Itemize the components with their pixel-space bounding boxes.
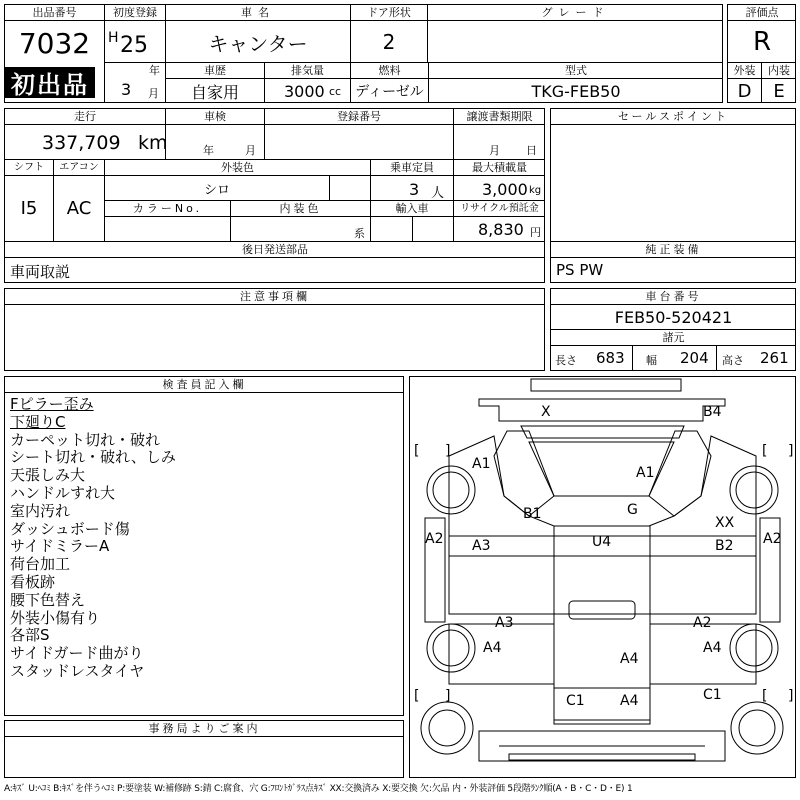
car-name-header: 車名 [241,6,275,19]
dimensions-header: 諸元 [662,331,685,344]
car-name: キャンター [208,31,308,56]
mark-a4-center: A4 [620,651,639,667]
mark-a4-right: A4 [703,640,722,656]
capacity-unit: 人 [431,186,445,201]
inspection-month-unit: 月 [245,144,256,157]
truck-outline [409,376,796,778]
first-reg-era: H [108,30,119,46]
later-parts-header: 後日発送部品 [242,243,308,256]
mark-b4: B4 [703,404,722,420]
month-unit: 月 [148,87,159,100]
aircon-header: エアコン [59,162,99,173]
grade-header: グレード [541,6,610,19]
color-no-header: カラーNo. [132,202,203,215]
transfer-doc-header: 譲渡書類期限 [466,110,533,123]
inspector-notes-list [10,396,176,681]
height-value: 261 [760,349,789,367]
length-value: 683 [596,349,625,367]
width-value: 204 [680,349,709,367]
lot-number: 7032 [18,26,91,60]
bracket-close-top-left: ] [445,443,451,459]
max-load-header: 最大積載量 [472,161,527,174]
mark-a1-center: A1 [636,465,655,481]
displacement: 3000 [284,81,325,101]
mark-a2-left: A2 [425,531,444,547]
first-reg-header: 初度登録 [113,6,157,19]
later-parts-value: 車両取説 [10,263,71,281]
shift-value: I5 [20,198,38,219]
mark-a2-right: A2 [763,531,782,547]
mark-a4-left: A4 [483,640,502,656]
inspector-note: 外装小傷有り [10,608,101,627]
exterior-header: 外装 [733,64,756,77]
grade-value [428,22,723,62]
door-type-header: ドア形状 [367,6,411,19]
inspector-note: カーペット切れ・破れ [10,430,161,449]
inspector-note: ハンドルすれ大 [10,483,116,502]
mark-a1-left: A1 [472,456,491,472]
int-color-header: 内装色 [279,202,322,215]
lot-number-header: 出品番号 [32,6,77,19]
first-listing-badge: 初出品 [5,67,95,98]
inspector-notes-header: 検査員記入欄 [162,378,247,391]
year-unit: 年 [149,64,160,77]
mark-xx: XX [715,515,735,531]
first-reg-year: 25 [120,33,148,58]
bracket-open-bottom-left: [ [414,688,420,704]
inspector-note: 天張しみ大 [10,466,86,485]
model-code: TKG-FEB50 [531,81,621,101]
max-load-unit: kg [529,185,542,196]
inspector-note: Fピラー歪み [10,395,94,413]
interior-grade: E [773,80,785,102]
first-reg-month: 3 [121,80,132,99]
recycle-header: リサイクル預託金 [460,203,539,214]
mark-b2: B2 [715,538,734,554]
inspector-note: スタッドレスタイヤ [10,661,145,680]
damage-legend: A:ｷｽﾞ U:ﾍｺﾐ B:ｷｽﾞを伴うﾍｺﾐ P:要塗装 W:補修跡 S:錆 C:腐食、穴 G:ﾌﾛﾝﾄｶﾞﾗｽ点ｷｽﾞ XX:交換済み X:要交換 欠:欠品 内・外装評価 5段階ﾗﾝｸ順(A・B・C・D・E) 1 [4,784,633,794]
mark-u4: U4 [592,534,612,550]
notes-header: 注意事項欄 [240,290,310,303]
fuel-header: 燃料 [378,64,401,77]
model-code-header: 型式 [565,64,587,77]
inspection-header: 車検 [204,110,226,123]
genuine-equip-value: PS PW [556,261,604,279]
capacity-value: 3 [409,180,420,199]
bracket-close-bottom-right: ] [788,688,794,704]
chassis-no-header: 車台番号 [645,290,702,303]
bracket-close-bottom-left: ] [445,688,451,704]
mark-c1-right: C1 [703,687,722,703]
genuine-equip-header: 純正装備 [645,243,702,256]
inspector-note: 腰下色替え [10,590,86,609]
inspector-note: 看板跡 [10,572,56,591]
inspector-note: サイドミラーA [10,537,110,556]
mark-x-top: X [541,404,551,420]
transfer-day-unit: 日 [526,144,537,157]
aircon-value: AC [66,198,92,219]
mark-a2-bottom: A2 [693,615,712,631]
displacement-header: 排気量 [291,64,324,77]
sales-points-header: セールスポイント [617,110,729,123]
score-header: 評価点 [745,6,779,19]
mark-b1: B1 [523,506,542,522]
car-history-header: 車歴 [204,64,226,77]
inspector-note: ダッシュボード傷 [10,519,130,538]
inspector-note: 各部S [10,626,50,645]
inspector-note: シート切れ・破れ、しみ [10,448,176,467]
exterior-grade: D [737,80,752,102]
bracket-open-top-right: [ [762,443,768,459]
bracket-open-top-left: [ [414,443,420,459]
mileage-header: 走行 [74,110,96,123]
transfer-month-unit: 月 [489,144,500,157]
height-label: 高さ [722,354,744,367]
inspector-note: 荷台加工 [10,555,71,574]
mark-a3-left: A3 [472,538,491,554]
displacement-unit: cc [329,85,342,98]
mark-a3-bottom: A3 [495,615,514,631]
interior-header: 内装 [768,64,790,77]
length-label: 長さ [555,354,577,367]
recycle-value: 8,830 [478,220,524,239]
inspector-note: サイドガード曲がり [10,644,144,663]
ext-color-header: 外装色 [221,161,254,174]
inspection-year-unit: 年 [203,144,214,157]
mileage-value: 337,709 [42,132,121,154]
mark-a4-bottom: A4 [620,693,639,709]
mileage-unit: km [138,132,168,154]
recycle-unit: 円 [530,226,541,239]
inspector-note: 下廻りC [10,412,66,431]
mark-c1-left: C1 [566,693,585,709]
shift-header: シフト [14,162,44,173]
mark-g: G [627,502,638,518]
reg-number-header: 登録番号 [337,110,381,123]
capacity-header: 乗車定員 [390,161,434,174]
bracket-open-bottom-right: [ [762,688,768,704]
width-label: 幅 [646,354,657,367]
inspector-note: 室内汚れ [10,501,71,520]
max-load-value: 3,000 [482,180,528,199]
bracket-close-top-right: ] [788,443,794,459]
car-history: 自家用 [190,82,239,102]
door-count: 2 [382,30,396,54]
office-notice-header: 事務局よりご案内 [148,722,261,735]
score-value: R [752,27,772,57]
import-header: 輸入車 [395,202,429,215]
fuel: ディーゼル [355,84,424,100]
ext-color-value: シロ [203,182,230,198]
chassis-no-value: FEB50-520421 [614,307,733,327]
int-color-unit: 系 [354,227,365,240]
